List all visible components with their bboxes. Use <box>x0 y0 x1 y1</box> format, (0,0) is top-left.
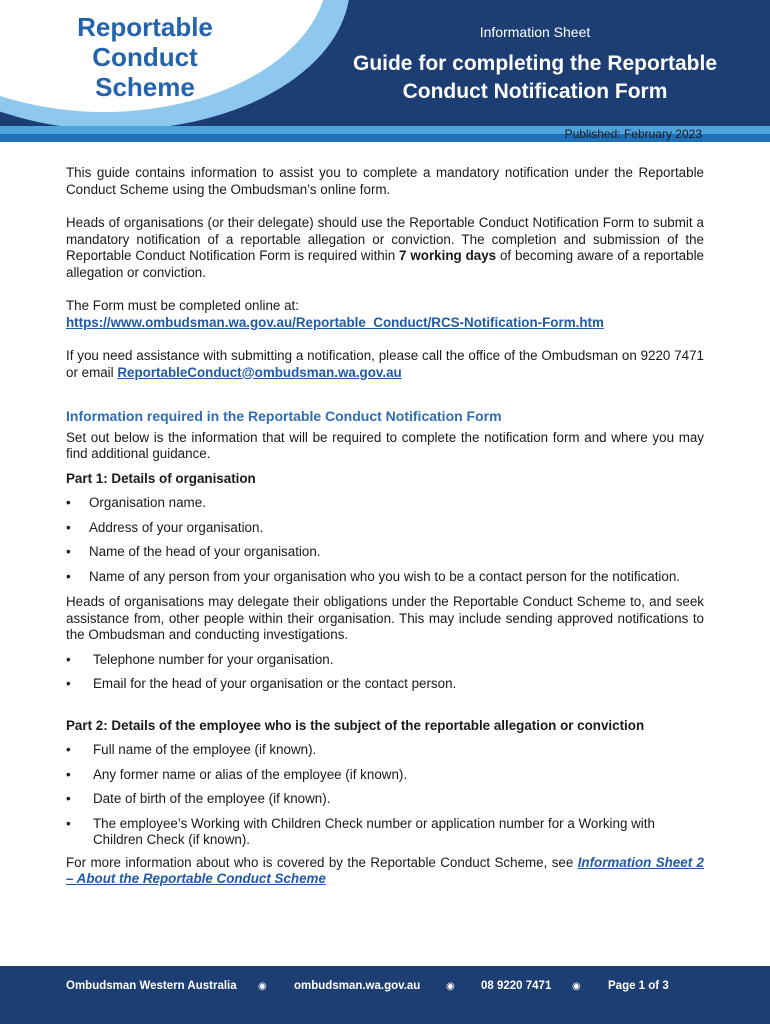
part2-list <box>66 742 704 849</box>
assistance-paragraph <box>66 348 704 381</box>
scheme-logo-text <box>60 12 230 102</box>
list-item: • Address of your organisation. <box>66 520 704 537</box>
footer-org: Ombudsman Western Australia <box>66 980 237 992</box>
footer-page-number: Page 1 of 3 <box>608 980 669 992</box>
brand-line-1: Reportable <box>77 12 213 42</box>
list-item: • Email for the head of your organisation or the contact person. <box>66 676 704 693</box>
info-sheet-label: Information Sheet <box>479 24 591 40</box>
section-intro: Set out below is the information that will be required to complete the notification form and where you may find additional guidance. <box>66 429 704 461</box>
published-date: Published: February 2023 <box>564 127 702 141</box>
more-info-paragraph <box>66 855 704 888</box>
document-title <box>320 50 750 106</box>
delegate-text: Heads of organisations (or their delegate) should use the Reportable Conduct Notification Form to submit a mandatory notification of a reportable allegation or conviction. The completion and submission of the Reportable Conduct Notification Form is required within <box>66 215 704 263</box>
part1-list-continued <box>66 652 704 693</box>
assistance-text: If you need assistance with submitting a notification, please call the office of the Ombudsman on 9220 7471 or email <box>66 348 704 380</box>
footer-separator-icon: ◉ <box>572 981 581 992</box>
info-sheet-2-link[interactable]: Information Sheet 2 – About the Reportable Conduct Scheme <box>66 854 704 886</box>
online-form-link-line <box>66 315 704 332</box>
footer-phone: 08 9220 7471 <box>481 980 552 992</box>
part2-heading: Part 2: Details of the employee who is the subject of the reportable allegation or conviction <box>66 717 645 733</box>
intro-paragraph: This guide contains information to assist you to complete a mandatory notification under the Reportable Conduct Scheme using the Ombudsman’s online form. <box>66 165 704 197</box>
delegation-note: Heads of organisations may delegate their obligations under the Reportable Conduct Scheme to, and seek assistance from, other people within their organisation. This may include sending approved notifications to the Ombudsman and conducting investigations. <box>66 594 704 642</box>
delegate-text-end: of becoming aware of a reportable allegation or conviction. <box>66 248 704 280</box>
brand-line-3: Scheme <box>95 72 195 102</box>
part1-heading: Part 1: Details of organisation <box>66 470 256 486</box>
list-item: • Telephone number for your organisation. <box>66 652 704 669</box>
list-item: • Any former name or alias of the employee (if known). <box>66 767 704 784</box>
list-item: • The employee’s Working with Children Check number or application number for a Working with Children Check (if known). <box>66 816 704 849</box>
footer-website: ombudsman.wa.gov.au <box>294 980 421 992</box>
part1-list <box>66 495 704 585</box>
list-item: • Full name of the employee (if known). <box>66 742 704 759</box>
list-item: • Name of any person from your organisation who you wish to be a contact person for the notification. <box>66 569 704 586</box>
list-item: • Date of birth of the employee (if known). <box>66 791 704 808</box>
deadline-emphasis: 7 working days <box>399 248 497 263</box>
online-form-text: The Form must be completed online at: <box>66 298 299 313</box>
document-body <box>66 165 704 888</box>
list-item: • Name of the head of your organisation. <box>66 544 704 561</box>
email-link[interactable]: ReportableConduct@ombudsman.wa.gov.au <box>117 364 402 380</box>
section-heading: Information required in the Reportable Conduct Notification Form <box>66 408 502 424</box>
list-item: • Organisation name. <box>66 495 704 512</box>
footer-separator-icon: ◉ <box>258 981 267 992</box>
delegate-paragraph <box>66 215 704 281</box>
more-info-text: For more information about who is covered by the Reportable Conduct Scheme, see <box>66 854 578 870</box>
online-form-link[interactable]: https://www.ombudsman.wa.gov.au/Reportable_Conduct/RCS-Notification-Form.htm <box>66 314 604 330</box>
footer-separator-icon: ◉ <box>446 981 455 992</box>
page-footer <box>0 966 770 1024</box>
title-line-2: Conduct Notification Form <box>402 80 668 103</box>
header-banner <box>0 0 770 126</box>
brand-line-2: Conduct <box>92 42 198 72</box>
title-line-1: Guide for completing the Reportable <box>352 52 718 75</box>
